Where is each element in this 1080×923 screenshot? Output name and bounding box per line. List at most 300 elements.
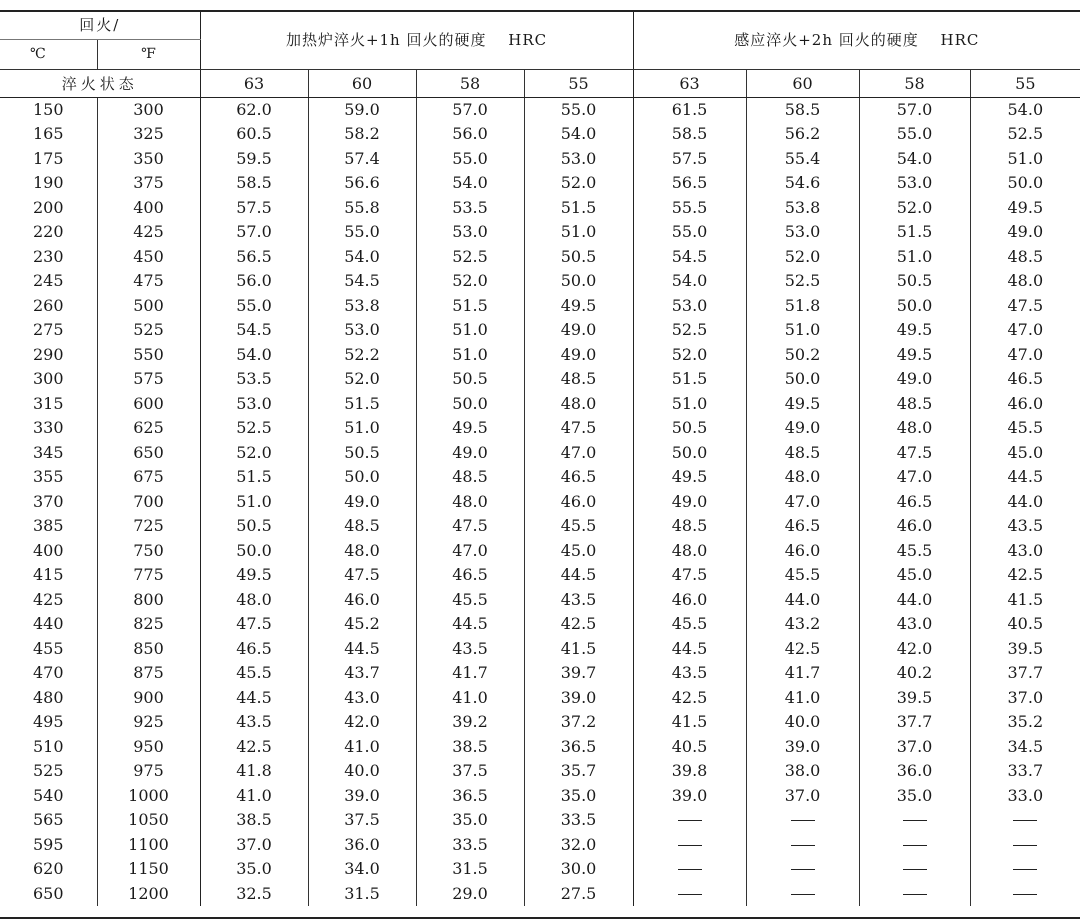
induction-hardness-cell: 53.8 (746, 195, 859, 220)
table-row (0, 318, 1080, 343)
induction-hardness-cell: 48.5 (970, 244, 1080, 269)
no-data-dash (678, 894, 702, 895)
table-row (0, 857, 1080, 882)
furnace-hardness-cell: 43.7 (308, 661, 416, 686)
temp-fahrenheit-cell: 475 (97, 269, 200, 294)
furnace-hardness-cell: 56.0 (416, 122, 524, 147)
furnace-hardness-cell: 51.0 (524, 220, 633, 245)
furnace-hardness-cell: 53.5 (416, 195, 524, 220)
induction-no-data-cell (633, 808, 746, 833)
furnace-hardness-cell: 48.0 (308, 538, 416, 563)
furnace-hardness-cell: 51.5 (524, 195, 633, 220)
induction-hardness-cell: 54.0 (970, 97, 1080, 122)
temp-fahrenheit-cell: 975 (97, 759, 200, 784)
no-data-dash (791, 845, 815, 846)
furnace-hv-63: 63 (200, 69, 308, 97)
table-header (0, 11, 1080, 97)
furnace-hardness-cell: 46.5 (200, 636, 308, 661)
induction-hardness-cell: 47.5 (633, 563, 746, 588)
furnace-hardness-cell: 30.0 (524, 857, 633, 882)
induction-hardness-cell: 50.5 (633, 416, 746, 441)
induction-hardness-cell: 54.0 (859, 146, 970, 171)
table-row (0, 759, 1080, 784)
induction-hardness-cell: 53.0 (633, 293, 746, 318)
furnace-hardness-cell: 45.2 (308, 612, 416, 637)
furnace-hardness-cell: 43.5 (200, 710, 308, 735)
temp-fahrenheit-cell: 1050 (97, 808, 200, 833)
induction-hardness-cell: 55.5 (633, 195, 746, 220)
induction-hardness-cell: 42.5 (970, 563, 1080, 588)
furnace-hardness-cell: 41.0 (308, 734, 416, 759)
induction-hardness-cell: 48.5 (859, 391, 970, 416)
furnace-hardness-cell: 53.8 (308, 293, 416, 318)
induction-no-data-cell (746, 857, 859, 882)
furnace-hardness-cell: 53.0 (524, 146, 633, 171)
furnace-hardness-cell: 47.5 (200, 612, 308, 637)
induction-hardness-cell: 51.0 (859, 244, 970, 269)
induction-hardness-cell: 43.5 (970, 514, 1080, 539)
furnace-hardness-cell: 43.5 (416, 636, 524, 661)
temp-celsius-cell: 440 (32, 614, 64, 634)
temp-fahrenheit-cell: 800 (97, 587, 200, 612)
induction-hardness-cell: 40.2 (859, 661, 970, 686)
induction-hardness-cell: 43.0 (970, 538, 1080, 563)
furnace-hardness-cell: 31.5 (416, 857, 524, 882)
temp-fahrenheit-cell: 725 (97, 514, 200, 539)
table-row (0, 293, 1080, 318)
induction-hardness-cell: 51.5 (859, 220, 970, 245)
temp-fahrenheit-cell: 1000 (97, 783, 200, 808)
induction-hardness-cell: 49.0 (746, 416, 859, 441)
unit-fahrenheit: ℉ (97, 39, 200, 69)
no-data-dash (903, 845, 927, 846)
induction-hv-63: 63 (633, 69, 746, 97)
induction-hardness-cell: 39.0 (746, 734, 859, 759)
temp-celsius-cell: 290 (32, 344, 64, 364)
temp-fahrenheit-cell: 325 (97, 122, 200, 147)
induction-hardness-cell: 42.0 (859, 636, 970, 661)
induction-hardness-cell: 41.5 (633, 710, 746, 735)
table-row (0, 416, 1080, 441)
furnace-hardness-cell: 49.0 (524, 318, 633, 343)
induction-hardness-cell: 50.0 (970, 171, 1080, 196)
induction-hardness-cell: 54.6 (746, 171, 859, 196)
furnace-hardness-cell: 55.8 (308, 195, 416, 220)
induction-hv-55: 55 (970, 69, 1080, 97)
no-data-dash (678, 869, 702, 870)
no-data-dash (1013, 869, 1037, 870)
temp-fahrenheit-cell: 550 (97, 342, 200, 367)
induction-hardness-cell: 48.0 (746, 465, 859, 490)
furnace-hardness-cell: 49.0 (524, 342, 633, 367)
furnace-hardness-cell: 31.5 (308, 881, 416, 906)
temp-celsius-cell: 345 (32, 442, 64, 462)
induction-hardness-cell: 49.5 (970, 195, 1080, 220)
table-row (0, 440, 1080, 465)
table-row (0, 97, 1080, 122)
furnace-hardness-cell: 41.0 (416, 685, 524, 710)
furnace-hardness-cell: 42.5 (200, 734, 308, 759)
induction-hardness-cell: 41.0 (746, 685, 859, 710)
furnace-hardness-cell: 42.0 (308, 710, 416, 735)
furnace-hardness-cell: 57.4 (308, 146, 416, 171)
induction-hardness-cell: 47.5 (970, 293, 1080, 318)
induction-hardness-cell: 47.0 (970, 318, 1080, 343)
induction-hardness-cell: 48.0 (633, 538, 746, 563)
temp-fahrenheit-cell: 925 (97, 710, 200, 735)
induction-hardness-cell: 55.0 (633, 220, 746, 245)
temp-fahrenheit-cell: 400 (97, 195, 200, 220)
furnace-hardness-cell: 54.5 (308, 269, 416, 294)
furnace-hardness-cell: 53.0 (308, 318, 416, 343)
no-data-dash (791, 820, 815, 821)
induction-hardness-cell: 39.0 (633, 783, 746, 808)
group-furnace-header: 加热炉淬火+1h 回火的硬度 HRC (200, 11, 633, 69)
temp-fahrenheit-cell: 600 (97, 391, 200, 416)
temp-fahrenheit-cell: 525 (97, 318, 200, 343)
furnace-hardness-cell: 52.0 (416, 269, 524, 294)
furnace-hardness-cell: 41.7 (416, 661, 524, 686)
furnace-hardness-cell: 41.8 (200, 759, 308, 784)
furnace-hardness-cell: 54.5 (200, 318, 308, 343)
furnace-hardness-cell: 49.5 (524, 293, 633, 318)
induction-hv-60: 60 (746, 69, 859, 97)
furnace-hardness-cell: 52.5 (200, 416, 308, 441)
temp-celsius-cell: 470 (32, 663, 64, 683)
temp-fahrenheit-cell: 625 (97, 416, 200, 441)
induction-hardness-cell: 39.5 (859, 685, 970, 710)
induction-hardness-cell: 61.5 (633, 97, 746, 122)
temp-fahrenheit-cell: 825 (97, 612, 200, 637)
induction-hardness-cell: 50.5 (859, 269, 970, 294)
temp-fahrenheit-cell: 875 (97, 661, 200, 686)
furnace-hardness-cell: 44.5 (308, 636, 416, 661)
furnace-hv-55: 55 (524, 69, 633, 97)
temp-celsius-cell: 175 (32, 148, 64, 168)
induction-hardness-cell: 38.0 (746, 759, 859, 784)
induction-hardness-cell: 40.5 (970, 612, 1080, 637)
induction-hv-58: 58 (859, 69, 970, 97)
induction-hardness-cell: 45.0 (859, 563, 970, 588)
furnace-hardness-cell: 42.5 (524, 612, 633, 637)
furnace-hardness-cell: 54.0 (416, 171, 524, 196)
furnace-hardness-cell: 51.0 (416, 318, 524, 343)
furnace-hardness-cell: 54.0 (200, 342, 308, 367)
table-row (0, 808, 1080, 833)
induction-hardness-cell: 48.0 (970, 269, 1080, 294)
induction-no-data-cell (859, 808, 970, 833)
induction-hardness-cell: 54.0 (633, 269, 746, 294)
induction-hardness-cell: 51.5 (633, 367, 746, 392)
induction-hardness-cell: 52.0 (633, 342, 746, 367)
temp-fahrenheit-cell: 900 (97, 685, 200, 710)
induction-no-data-cell (633, 857, 746, 882)
furnace-hardness-cell: 56.5 (200, 244, 308, 269)
furnace-hardness-cell: 37.2 (524, 710, 633, 735)
induction-no-data-cell (633, 881, 746, 906)
induction-hardness-cell: 49.5 (859, 318, 970, 343)
induction-hardness-cell: 46.0 (633, 587, 746, 612)
furnace-hardness-cell: 53.0 (200, 391, 308, 416)
temp-fahrenheit-cell: 675 (97, 465, 200, 490)
induction-hardness-cell: 47.5 (859, 440, 970, 465)
furnace-hardness-cell: 35.7 (524, 759, 633, 784)
temp-celsius-cell: 565 (32, 810, 64, 830)
induction-hardness-cell: 37.0 (970, 685, 1080, 710)
furnace-hardness-cell: 46.5 (416, 563, 524, 588)
furnace-hardness-cell: 37.0 (200, 832, 308, 857)
furnace-hardness-cell: 50.0 (308, 465, 416, 490)
furnace-hardness-cell: 41.0 (200, 783, 308, 808)
induction-hardness-cell: 49.5 (746, 391, 859, 416)
furnace-hardness-cell: 43.0 (308, 685, 416, 710)
furnace-hardness-cell: 45.5 (200, 661, 308, 686)
furnace-hardness-cell: 33.5 (524, 808, 633, 833)
furnace-hardness-cell: 37.5 (308, 808, 416, 833)
table-row (0, 563, 1080, 588)
induction-hardness-cell: 40.5 (633, 734, 746, 759)
table-row (0, 734, 1080, 759)
temper-label: 回火/ (0, 11, 200, 39)
table-row (0, 122, 1080, 147)
induction-no-data-cell (746, 881, 859, 906)
furnace-hardness-cell: 36.5 (524, 734, 633, 759)
induction-hardness-cell: 41.5 (970, 587, 1080, 612)
induction-hardness-cell: 37.0 (859, 734, 970, 759)
furnace-hardness-cell: 51.0 (200, 489, 308, 514)
table-row (0, 146, 1080, 171)
table-row (0, 244, 1080, 269)
induction-hardness-cell: 50.0 (859, 293, 970, 318)
table-row (0, 391, 1080, 416)
induction-hardness-cell: 45.5 (633, 612, 746, 637)
furnace-hardness-cell: 51.5 (200, 465, 308, 490)
induction-hardness-cell: 58.5 (746, 97, 859, 122)
induction-hardness-cell: 55.0 (859, 122, 970, 147)
furnace-hardness-cell: 37.5 (416, 759, 524, 784)
induction-hardness-cell: 48.5 (633, 514, 746, 539)
furnace-hardness-cell: 55.0 (308, 220, 416, 245)
unit-celsius: ℃ (0, 39, 97, 69)
induction-hardness-cell: 50.0 (633, 440, 746, 465)
temp-fahrenheit-cell: 750 (97, 538, 200, 563)
table-row (0, 171, 1080, 196)
furnace-hardness-cell: 54.0 (308, 244, 416, 269)
induction-hardness-cell: 45.5 (970, 416, 1080, 441)
induction-hardness-cell: 52.5 (633, 318, 746, 343)
induction-no-data-cell (859, 857, 970, 882)
furnace-hardness-cell: 55.0 (524, 97, 633, 122)
temp-fahrenheit-cell: 650 (97, 440, 200, 465)
furnace-hardness-cell: 51.5 (308, 391, 416, 416)
furnace-hardness-cell: 49.0 (308, 489, 416, 514)
furnace-hardness-cell: 52.2 (308, 342, 416, 367)
furnace-hardness-cell: 45.5 (524, 514, 633, 539)
induction-hardness-cell: 54.5 (633, 244, 746, 269)
furnace-hardness-cell: 46.5 (524, 465, 633, 490)
induction-hardness-cell: 52.0 (746, 244, 859, 269)
furnace-hardness-cell: 48.5 (416, 465, 524, 490)
induction-hardness-cell: 49.0 (633, 489, 746, 514)
induction-hardness-cell: 47.0 (746, 489, 859, 514)
induction-hardness-cell: 46.0 (746, 538, 859, 563)
furnace-hardness-cell: 58.2 (308, 122, 416, 147)
induction-hardness-cell: 56.5 (633, 171, 746, 196)
furnace-hardness-cell: 39.2 (416, 710, 524, 735)
induction-hardness-cell: 51.0 (970, 146, 1080, 171)
furnace-hardness-cell: 51.5 (416, 293, 524, 318)
furnace-hardness-cell: 50.5 (200, 514, 308, 539)
furnace-hardness-cell: 46.0 (524, 489, 633, 514)
induction-hardness-cell: 33.0 (970, 783, 1080, 808)
induction-hardness-cell: 44.0 (970, 489, 1080, 514)
furnace-hardness-cell: 32.0 (524, 832, 633, 857)
furnace-hardness-cell: 52.0 (200, 440, 308, 465)
table-row (0, 465, 1080, 490)
induction-hardness-cell: 43.2 (746, 612, 859, 637)
induction-hardness-cell: 49.5 (859, 342, 970, 367)
temp-celsius-cell: 200 (32, 197, 64, 217)
temp-fahrenheit-cell: 425 (97, 220, 200, 245)
table-row (0, 342, 1080, 367)
induction-hardness-cell: 35.0 (859, 783, 970, 808)
furnace-hardness-cell: 27.5 (524, 881, 633, 906)
furnace-hardness-cell: 47.5 (524, 416, 633, 441)
furnace-hardness-cell: 47.0 (416, 538, 524, 563)
furnace-hardness-cell: 59.0 (308, 97, 416, 122)
furnace-hardness-cell: 62.0 (200, 97, 308, 122)
furnace-hardness-cell: 57.5 (200, 195, 308, 220)
induction-no-data-cell (970, 832, 1080, 857)
no-data-dash (1013, 894, 1037, 895)
induction-hardness-cell: 52.0 (859, 195, 970, 220)
induction-no-data-cell (746, 808, 859, 833)
induction-hardness-cell: 52.5 (970, 122, 1080, 147)
induction-hardness-cell: 45.5 (859, 538, 970, 563)
furnace-hv-58: 58 (416, 69, 524, 97)
furnace-hardness-cell: 43.5 (524, 587, 633, 612)
temp-fahrenheit-cell: 775 (97, 563, 200, 588)
induction-hardness-cell: 42.5 (633, 685, 746, 710)
induction-hardness-cell: 51.0 (633, 391, 746, 416)
furnace-hardness-cell: 48.0 (416, 489, 524, 514)
induction-hardness-cell: 46.0 (970, 391, 1080, 416)
temp-celsius-cell: 620 (32, 859, 64, 879)
furnace-hardness-cell: 59.5 (200, 146, 308, 171)
furnace-hardness-cell: 39.0 (524, 685, 633, 710)
table-row (0, 685, 1080, 710)
temp-celsius-cell: 650 (32, 883, 64, 903)
furnace-hardness-cell: 48.0 (200, 587, 308, 612)
furnace-hardness-cell: 53.5 (200, 367, 308, 392)
temp-celsius-cell: 385 (32, 516, 64, 536)
induction-hardness-cell: 44.0 (859, 587, 970, 612)
furnace-hardness-cell: 52.0 (308, 367, 416, 392)
induction-no-data-cell (970, 857, 1080, 882)
furnace-hardness-cell: 32.5 (200, 881, 308, 906)
induction-hardness-cell: 46.5 (970, 367, 1080, 392)
temp-celsius-cell: 455 (32, 638, 64, 658)
table-body (0, 97, 1080, 906)
furnace-hardness-cell: 60.5 (200, 122, 308, 147)
furnace-hardness-cell: 47.5 (416, 514, 524, 539)
furnace-hardness-cell: 40.0 (308, 759, 416, 784)
induction-no-data-cell (859, 832, 970, 857)
furnace-hardness-cell: 52.5 (416, 244, 524, 269)
furnace-hardness-cell: 50.0 (524, 269, 633, 294)
induction-hardness-cell: 53.0 (746, 220, 859, 245)
temp-fahrenheit-cell: 450 (97, 244, 200, 269)
induction-hardness-cell: 48.0 (859, 416, 970, 441)
furnace-hardness-cell: 44.5 (200, 685, 308, 710)
induction-hardness-cell: 37.7 (970, 661, 1080, 686)
induction-hardness-cell: 53.0 (859, 171, 970, 196)
induction-no-data-cell (746, 832, 859, 857)
induction-hardness-cell: 33.7 (970, 759, 1080, 784)
no-data-dash (903, 820, 927, 821)
induction-hardness-cell: 47.0 (859, 465, 970, 490)
no-data-dash (903, 894, 927, 895)
temp-fahrenheit-cell: 700 (97, 489, 200, 514)
induction-hardness-cell: 45.0 (970, 440, 1080, 465)
induction-hardness-cell: 43.5 (633, 661, 746, 686)
temp-celsius-cell: 480 (32, 687, 64, 707)
induction-hardness-cell: 44.5 (633, 636, 746, 661)
table-row (0, 783, 1080, 808)
induction-hardness-cell: 37.0 (746, 783, 859, 808)
table-row (0, 367, 1080, 392)
furnace-hardness-cell: 44.5 (416, 612, 524, 637)
table-row (0, 220, 1080, 245)
furnace-hardness-cell: 56.0 (200, 269, 308, 294)
furnace-hardness-cell: 50.5 (308, 440, 416, 465)
induction-hardness-cell: 46.0 (859, 514, 970, 539)
induction-hardness-cell: 51.0 (746, 318, 859, 343)
furnace-hardness-cell: 53.0 (416, 220, 524, 245)
furnace-hv-60: 60 (308, 69, 416, 97)
table-row (0, 881, 1080, 906)
induction-hardness-cell: 49.5 (633, 465, 746, 490)
temp-celsius-cell: 510 (32, 736, 64, 756)
induction-no-data-cell (859, 881, 970, 906)
induction-hardness-cell: 42.5 (746, 636, 859, 661)
temp-fahrenheit-cell: 375 (97, 171, 200, 196)
table-row (0, 489, 1080, 514)
induction-hardness-cell: 58.5 (633, 122, 746, 147)
no-data-dash (791, 894, 815, 895)
furnace-hardness-cell: 52.0 (524, 171, 633, 196)
table-row (0, 587, 1080, 612)
furnace-hardness-cell: 46.0 (308, 587, 416, 612)
furnace-hardness-cell: 47.5 (308, 563, 416, 588)
temp-celsius-cell: 150 (32, 100, 64, 119)
furnace-hardness-cell: 39.7 (524, 661, 633, 686)
no-data-dash (678, 820, 702, 821)
temp-fahrenheit-cell: 950 (97, 734, 200, 759)
furnace-hardness-cell: 44.5 (524, 563, 633, 588)
furnace-hardness-cell: 55.0 (416, 146, 524, 171)
table-row (0, 832, 1080, 857)
temp-celsius-cell: 595 (32, 834, 64, 854)
no-data-dash (791, 869, 815, 870)
induction-hardness-cell: 56.2 (746, 122, 859, 147)
table-row (0, 710, 1080, 735)
temp-fahrenheit-cell: 1200 (97, 881, 200, 906)
furnace-hardness-cell: 50.0 (200, 538, 308, 563)
furnace-hardness-cell: 35.0 (416, 808, 524, 833)
temp-celsius-cell: 315 (32, 393, 64, 413)
temp-celsius-cell: 300 (32, 369, 64, 389)
